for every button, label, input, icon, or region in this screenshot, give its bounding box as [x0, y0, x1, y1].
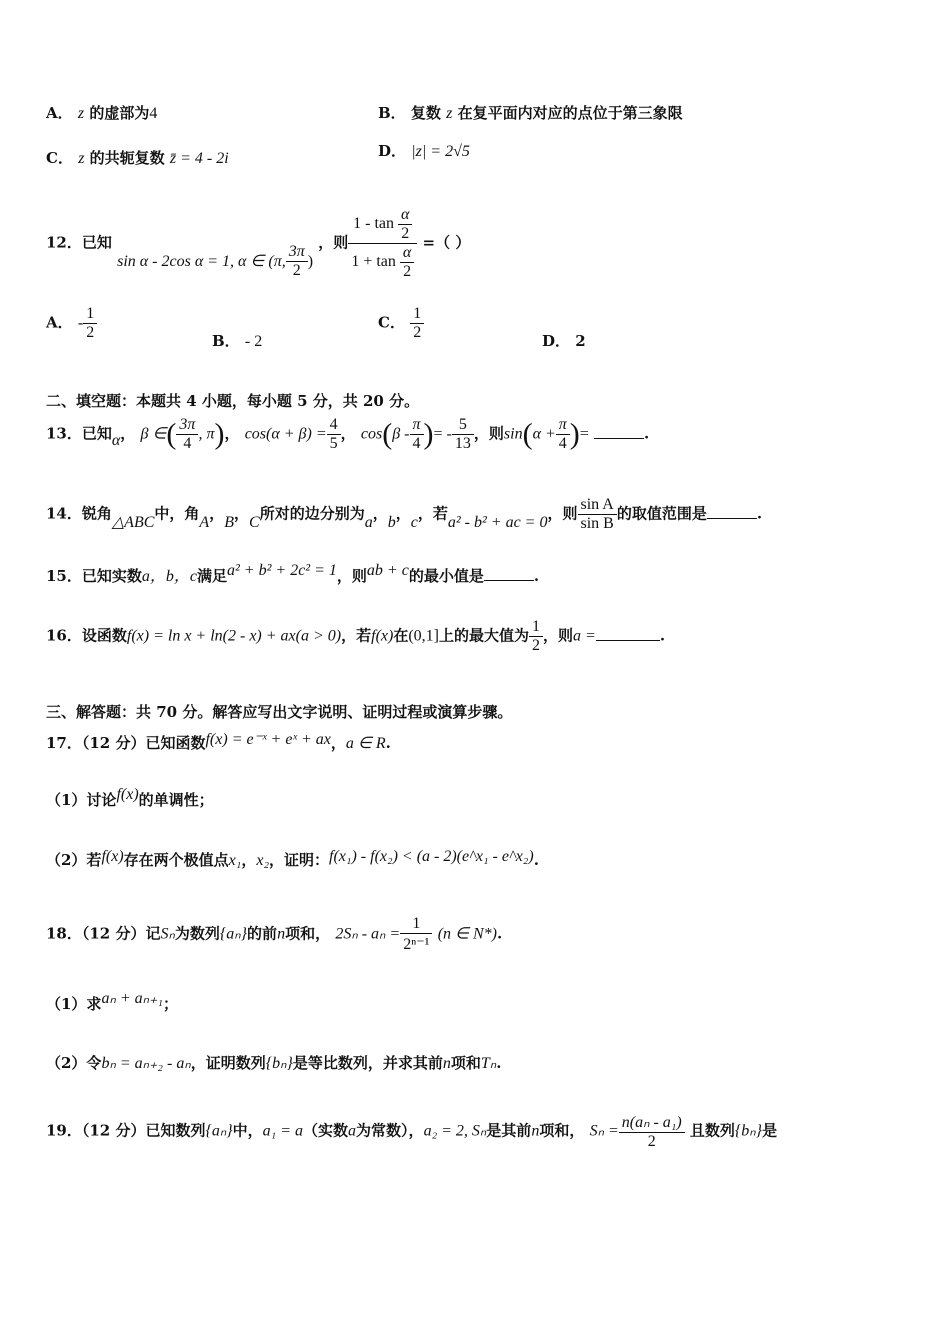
question-text: ，则 [336, 567, 367, 585]
question-text: 的最小值是 [408, 567, 484, 585]
question-text: 是 [762, 1121, 778, 1140]
fraction: $\frac{1}{2}$ [529, 618, 543, 655]
math-var: z [77, 105, 85, 122]
math-expr: a = [573, 627, 596, 645]
math-expr: f(x) = ln x + ln(2 - x) + ax(a > 0) [126, 627, 342, 645]
math-expr: f(x) [101, 848, 124, 865]
fraction: $\frac{\text{n(aₙ - a₁)}}{2}$ [619, 1112, 685, 1151]
fraction: $\frac{3\pi}{4}$ [176, 416, 198, 453]
q12-option-a [46, 305, 97, 342]
question-text: ，若 [417, 504, 448, 523]
math-var: B [224, 513, 234, 531]
math-expr: {aₙ} [205, 1122, 233, 1140]
question-text: 为常数）， [356, 1121, 424, 1140]
question-number: 12．已知 [46, 233, 112, 252]
math-sign: - [77, 314, 84, 332]
end-mark: . [533, 567, 540, 585]
question-12: 12．已知 sin α - 2cos α = 1, α ∈ (π, $\frac{3\pi}{2}$ ) ，则 1 - tan $\frac{\alpha}{2}$ 1 + tan $\frac{\alpha}{2}$ =（ ） [46, 206, 471, 280]
question-text: 的取值范围是 [616, 504, 707, 523]
math-expr: ab + c [366, 562, 409, 579]
question-14: 14．锐角△ABC中，角A，B，C所对的边分别为a，b，c，若a² - b² + ac = 0，则 $\frac{\text{sin A}}{\text{sin B}}$ 的取值范围是 . [46, 496, 763, 532]
math-expr: z̄ = 4 - 2i [169, 150, 229, 167]
math-expr: cos(α + β) = [244, 425, 327, 443]
question-text: 存在两个极值点 [123, 851, 229, 869]
math-expr: = - [433, 425, 452, 443]
math-expr: f(x) [371, 627, 394, 645]
math-vars: a，b，c [141, 568, 197, 585]
question-18 [46, 915, 502, 954]
question-18-part-1 [46, 990, 179, 1014]
question-15 [46, 563, 539, 586]
question-text: 为数列 [174, 924, 220, 943]
question-text: ，证明数列 [190, 1054, 266, 1072]
question-text: 的前 [247, 924, 278, 943]
section-2-heading: 二、填空题：本题共 4 小题，每小题 5 分，共 20 分。 [46, 392, 420, 410]
section-3-heading: 三、解答题：共 70 分。解答应写出文字说明、证明过程或演算步骤。 [46, 703, 513, 721]
option-label: A． [46, 313, 73, 332]
math-expr: aₙ + aₙ₊₁ [101, 990, 163, 1007]
answer-blank [707, 504, 757, 519]
math-var: n [442, 1055, 451, 1072]
question-number: 17．（12 分）已知函数 [46, 734, 206, 752]
option-text: 的虚部为 [89, 104, 150, 122]
math-expr: |z| = 2√5 [411, 143, 470, 160]
separator: ， [241, 851, 257, 869]
math-expr: △ABC [111, 513, 155, 531]
question-number: 13．已知 [46, 424, 112, 443]
frac-inner: $\frac{\alpha}{2}$ [398, 206, 412, 243]
fraction: $\frac{5}{13}$ [452, 416, 474, 453]
fraction: $\frac{\pi}{4}$ [556, 416, 570, 453]
q12-option-b [212, 330, 262, 351]
end-mark: . [496, 1054, 502, 1072]
q12-option-d [542, 330, 586, 351]
frac-num: 3π [288, 243, 305, 260]
math-expr: , π [198, 425, 215, 443]
question-text: ，则 [543, 626, 574, 645]
q11-option-b [378, 102, 683, 123]
question-16 [46, 618, 665, 655]
math-var: b [387, 513, 396, 531]
target-fraction [348, 206, 417, 281]
option-label: D． [378, 142, 407, 160]
option-text: 的共轭复数 [89, 149, 165, 167]
question-text: ，证明： [269, 851, 330, 869]
connector-text: ，则 [318, 233, 349, 252]
connector-text: ，则 [473, 424, 504, 443]
math-var: α [111, 431, 121, 449]
math-value: 2 [575, 332, 586, 350]
fraction: $\frac{1}{\text{2ⁿ⁻¹}}$ [400, 915, 432, 954]
math-expr: β - [392, 425, 410, 443]
end-mark: . [385, 734, 391, 752]
math-var: x₁ [228, 852, 242, 869]
math-var: n [277, 925, 286, 943]
q11-option-c [46, 147, 229, 168]
question-text: 在 [393, 626, 409, 645]
option-label: C． [46, 149, 73, 167]
question-text: 满足 [196, 567, 227, 585]
question-text: ，若 [341, 626, 372, 645]
math-expr: f(x) = e⁻ˣ + eˣ + ax [205, 731, 331, 748]
part-number: （1）求 [46, 995, 102, 1013]
math-var: Tₙ [480, 1055, 497, 1072]
fraction: $\frac{4}{5}$ [327, 416, 341, 453]
question-text: ，则 [547, 504, 578, 523]
math-value: 4 [149, 105, 158, 122]
option-label: C． [378, 313, 405, 332]
question-text: 所对的边分别为 [259, 504, 365, 523]
fraction: $\frac{1}{2}$ [410, 305, 424, 342]
question-number: 15．已知实数 [46, 567, 142, 585]
math-var: z [78, 150, 85, 167]
math-expr: (n ∈ N*) [437, 925, 497, 943]
question-number: 18．（12 分）记 [46, 924, 161, 943]
question-number: 14．锐角 [46, 504, 112, 523]
frac-inner: $\frac{\alpha}{2}$ [400, 244, 414, 281]
option-label: A． [46, 104, 73, 122]
question-number: 16．设函数 [46, 626, 127, 645]
math-expr: = [579, 425, 589, 443]
end-mark: . [533, 851, 539, 869]
math-var: Sₙ [160, 925, 175, 943]
math-expr: (0,1] [408, 627, 439, 645]
fraction: $\frac{\pi}{4}$ [410, 416, 424, 453]
fraction [286, 243, 308, 280]
frac-num: 1 - tan $\frac{\alpha}{2}$ [348, 206, 417, 243]
question-17-part-2 [46, 849, 539, 870]
question-text: 的单调性； [138, 791, 214, 809]
question-text: 是等比数列，并求其前 [292, 1054, 443, 1072]
option-label: B． [378, 104, 406, 122]
math-expr: α + [532, 425, 556, 443]
question-text: 中，角 [154, 504, 200, 523]
math-var: c [410, 513, 418, 531]
math-expr: a² + b² + 2c² = 1 [227, 562, 337, 579]
question-text: 项和， [539, 1121, 585, 1140]
math-expr: {aₙ} [219, 925, 248, 943]
option-label: D． [542, 332, 571, 350]
frac-den: 2 [286, 261, 308, 280]
question-18-part-2 [46, 1052, 501, 1073]
question-17 [46, 732, 391, 753]
answer-blank [596, 626, 660, 641]
q11-option-a [46, 102, 157, 123]
math-expr: {bₙ} [265, 1055, 293, 1072]
math-expr: a₁ = a [262, 1122, 304, 1140]
math-expr: sin α - 2cos α = 1, α ∈ (π, [117, 252, 286, 270]
math-var: C [249, 513, 260, 531]
question-text: 中， [232, 1121, 263, 1140]
end-mark: . [644, 424, 650, 443]
part-number: （1）讨论 [46, 791, 117, 809]
math-var: n [531, 1122, 540, 1140]
question-19 [46, 1112, 777, 1151]
option-text: 复数 [410, 104, 441, 122]
end-mark: ； [163, 995, 179, 1013]
part-number: （2）若 [46, 851, 102, 869]
q11-option-d [378, 140, 470, 161]
answer-blank [594, 424, 644, 439]
frac-den: 1 + tan $\frac{\alpha}{2}$ [348, 243, 417, 281]
math-expr: Sₙ = [589, 1122, 619, 1140]
end-mark: . [496, 924, 503, 943]
end-mark: . [756, 504, 763, 523]
question-text: 上的最大值为 [439, 626, 530, 645]
question-17-part-1 [46, 786, 214, 810]
math-var: x₂ [256, 852, 270, 869]
math-var: z [446, 105, 453, 122]
math-value: - 2 [244, 333, 263, 350]
question-13: 13．已知α， β ∈( $\frac{3\pi}{4}$ , π)， cos(α + β) = $\frac{4}{5}$ ， cos(β - $\frac{\pi}{4}$ )= - $\frac{5}{13}$ ，则sin(α + $\frac{\pi}{4}$ )= . [46, 416, 650, 452]
fraction: $\frac{1}{2}$ [83, 305, 97, 342]
question-text: 项和 [450, 1054, 481, 1072]
math-expr: bₙ = aₙ₊₂ - aₙ [101, 1055, 191, 1072]
math-expr: a₂ = 2, Sₙ [423, 1122, 487, 1140]
math-var: a [364, 513, 373, 531]
end-mark: . [659, 626, 666, 645]
math-expr: cos [360, 425, 383, 443]
math-expr: β ∈ [140, 425, 167, 443]
math-expr: a ∈ R [345, 735, 386, 752]
math-expr: a² - b² + ac = 0 [447, 513, 548, 531]
math-expr: f(x) [116, 786, 139, 803]
math-var: a [348, 1122, 357, 1140]
question-text: 项和， [285, 924, 331, 943]
fraction: $\frac{\text{sin A}}{\text{sin B}}$ [578, 496, 617, 533]
question-text: （实数 [303, 1121, 349, 1140]
option-text: 在复平面内对应的点位于第三象限 [457, 104, 683, 122]
math-expr: sin [503, 425, 523, 443]
question-text: ， [330, 734, 346, 752]
question-text: 是其前 [486, 1121, 532, 1140]
question-number: 19．（12 分）已知数列 [46, 1121, 206, 1140]
answer-blank [484, 566, 534, 581]
option-label: B． [212, 332, 240, 350]
math-expr: 2Sₙ - aₙ = [335, 925, 401, 943]
math-var: A [199, 513, 210, 531]
math-expr: {bₙ} [734, 1122, 763, 1140]
math-expr: f(x₁) - f(x₂) < (a - 2)(e^x₁ - e^x₂) [329, 848, 534, 865]
part-number: （2）令 [46, 1054, 102, 1072]
question-text: 且数列 [689, 1121, 735, 1140]
q12-option-c [378, 305, 424, 342]
answer-blank: =（ ） [422, 233, 471, 252]
